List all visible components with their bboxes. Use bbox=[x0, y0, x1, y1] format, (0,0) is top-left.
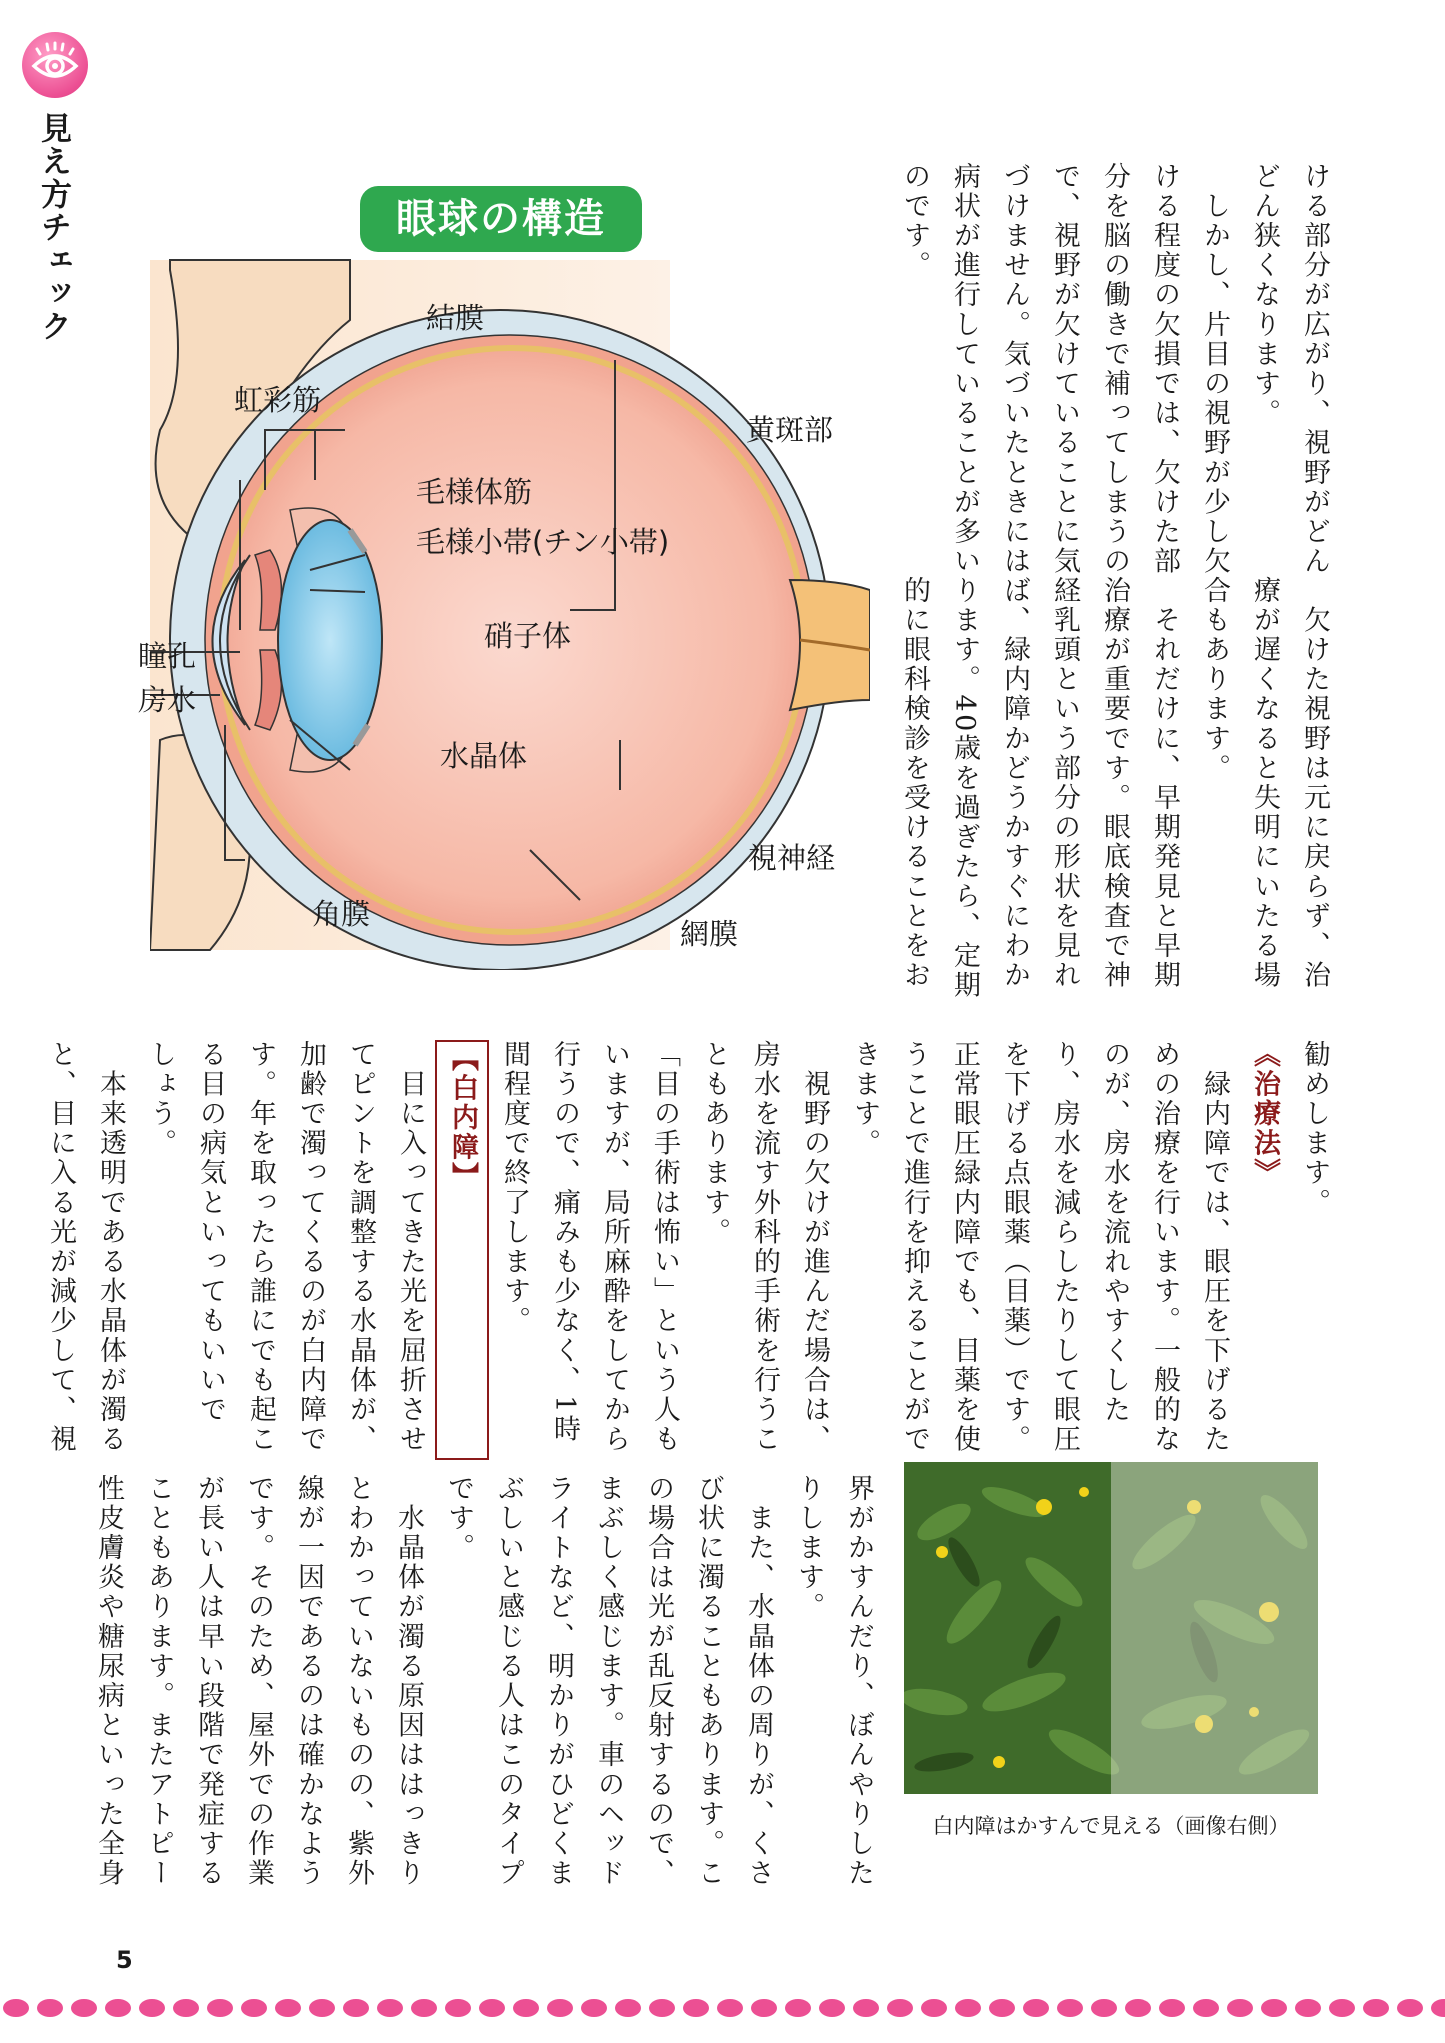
text-line: づけません。気づいたときには bbox=[999, 162, 1030, 577]
text-line: また、水晶体の周りが、くさ bbox=[743, 1474, 774, 1889]
border-dot bbox=[105, 1999, 131, 2017]
border-dot bbox=[1057, 1999, 1083, 2017]
border-dot bbox=[1363, 1999, 1389, 2017]
border-dot bbox=[3, 1999, 29, 2017]
text-column-top-upper bbox=[889, 162, 1339, 592]
text-line: 性皮膚炎や糖尿病といった全身 bbox=[93, 1474, 124, 1889]
text-line: 欠けた視野は元に戻らず、治 bbox=[1299, 576, 1330, 991]
text-column-bottom bbox=[83, 1474, 883, 1894]
border-dot bbox=[513, 1999, 539, 2017]
border-dot bbox=[1261, 1999, 1287, 2017]
text-line: 合もあります。 bbox=[1199, 576, 1230, 784]
border-dot bbox=[649, 1999, 675, 2017]
diagram-title: 眼球の構造 bbox=[360, 186, 642, 252]
border-dot bbox=[1295, 1999, 1321, 2017]
label-cornea: 角膜 bbox=[312, 897, 371, 931]
text-line: です。そのため、屋外での作業 bbox=[243, 1474, 274, 1889]
border-dot bbox=[1023, 1999, 1049, 2017]
border-dot bbox=[615, 1999, 641, 2017]
text-line: しかし、片目の視野が少し欠 bbox=[1199, 162, 1230, 577]
text-line: ライトなど、明かりがひどくま bbox=[543, 1474, 574, 1889]
text-line: きます。 bbox=[849, 1040, 880, 1159]
border-dot bbox=[887, 1999, 913, 2017]
label-pupil: 瞳孔 bbox=[138, 639, 197, 673]
border-dot bbox=[717, 1999, 743, 2017]
text-line: ともあります。 bbox=[699, 1040, 730, 1248]
border-dot bbox=[853, 1999, 879, 2017]
text-line: が長い人は早い段階で発症する bbox=[193, 1474, 224, 1889]
text-line: のです。 bbox=[899, 162, 930, 281]
text-line: 分を脳の働きで補ってしまうの bbox=[1099, 162, 1130, 577]
text-line: 的に眼科検診を受けることをお bbox=[899, 576, 930, 991]
text-line: と、目に入る光が減少して、視 bbox=[45, 1040, 76, 1455]
border-dot bbox=[1329, 1999, 1355, 2017]
text-column-middle bbox=[35, 1040, 1339, 1460]
text-line: 房水を流す外科的手術を行うこ bbox=[749, 1040, 780, 1455]
text-line: てピントを調整する水晶体が、 bbox=[345, 1040, 376, 1455]
text-line: です。 bbox=[443, 1474, 474, 1563]
border-dot bbox=[547, 1999, 573, 2017]
text-line: 線が一因であるのは確かなよう bbox=[293, 1474, 324, 1889]
text-line: る目の病気といってもいいで bbox=[195, 1040, 226, 1425]
text-column-top-lower bbox=[889, 576, 1339, 1001]
border-dot bbox=[1193, 1999, 1219, 2017]
label-macula: 黄斑部 bbox=[746, 413, 834, 447]
text-line: り、房水を減らしたりして眼圧 bbox=[1049, 1040, 1080, 1455]
text-line: 視野の欠けが進んだ場合は、 bbox=[799, 1040, 830, 1455]
border-dot bbox=[139, 1999, 165, 2017]
border-dot bbox=[1125, 1999, 1151, 2017]
text-line: 療が遅くなると失明にいたる場 bbox=[1249, 576, 1280, 991]
text-line: の場合は光が乱反射するので、 bbox=[643, 1474, 674, 1889]
decorative-dot-border bbox=[0, 1988, 1445, 2028]
text-line: ります。40歳を過ぎたら、定期 bbox=[949, 576, 980, 1001]
text-line: ば、緑内障かどうかすぐにわか bbox=[999, 576, 1030, 991]
border-dot bbox=[1159, 1999, 1185, 2017]
border-dot bbox=[445, 1999, 471, 2017]
photo-caption: 白内障はかすんで見える（画像右側） bbox=[932, 1814, 1290, 1838]
text-line: 行うので、痛みも少なく、1時 bbox=[549, 1040, 580, 1445]
text-line: 経乳頭という部分の形状を見れ bbox=[1049, 576, 1080, 991]
text-line: 【白内障】 bbox=[435, 1040, 489, 1460]
border-dot bbox=[683, 1999, 709, 2017]
text-line: めの治療を行います。一般的な bbox=[1149, 1040, 1180, 1455]
label-optic-nerve: 視神経 bbox=[748, 841, 836, 875]
text-line: 勧めします。 bbox=[1299, 1040, 1330, 1218]
label-iris-muscle: 虹彩筋 bbox=[234, 383, 322, 417]
border-dot bbox=[207, 1999, 233, 2017]
border-dot bbox=[989, 1999, 1015, 2017]
text-line: 治療が重要です。眼底検査で神 bbox=[1099, 576, 1130, 991]
text-line: のが、房水を流れやすくした bbox=[1099, 1040, 1130, 1425]
text-line: それだけに、早期発見と早期 bbox=[1149, 576, 1180, 991]
label-lens: 水晶体 bbox=[440, 739, 528, 773]
border-dot bbox=[241, 1999, 267, 2017]
text-line: 目に入ってきた光を屈折させ bbox=[395, 1040, 426, 1455]
text-line: を下げる点眼薬（目薬）です。 bbox=[999, 1040, 1030, 1455]
label-conjunctiva: 結膜 bbox=[426, 301, 485, 335]
border-dot bbox=[1091, 1999, 1117, 2017]
border-dot bbox=[785, 1999, 811, 2017]
border-dot bbox=[1227, 1999, 1253, 2017]
border-dot bbox=[411, 1999, 437, 2017]
text-line: うことで進行を抑えることがで bbox=[899, 1040, 930, 1455]
border-dot bbox=[921, 1999, 947, 2017]
label-aqueous: 房水 bbox=[138, 683, 197, 717]
text-line: す。年を取ったら誰にでも起こ bbox=[245, 1040, 276, 1455]
text-line: とわかっていないものの、紫外 bbox=[343, 1474, 374, 1889]
border-dot bbox=[955, 1999, 981, 2017]
label-retina: 網膜 bbox=[680, 917, 739, 951]
text-line: 病状が進行していることが多い bbox=[949, 162, 980, 577]
label-vitreous: 硝子体 bbox=[484, 619, 572, 653]
text-line: ぶしいと感じる人はこのタイプ bbox=[493, 1474, 524, 1889]
border-dot bbox=[1397, 1999, 1423, 2017]
text-line: 界がかすんだり、ぼんやりした bbox=[843, 1474, 874, 1889]
text-line: 「目の手術は怖い」という人も bbox=[649, 1040, 680, 1455]
text-line: 正常眼圧緑内障でも、目薬を使 bbox=[949, 1040, 980, 1455]
text-line: どん狭くなります。 bbox=[1249, 162, 1280, 429]
border-dot bbox=[309, 1999, 335, 2017]
eye-badge bbox=[22, 32, 88, 98]
text-line: び状に濁ることもあります。こ bbox=[693, 1474, 724, 1889]
text-line: まぶしく感じます。車のヘッド bbox=[593, 1474, 624, 1889]
cataract-comparison-photo bbox=[904, 1462, 1318, 1794]
border-dot bbox=[343, 1999, 369, 2017]
eye-icon bbox=[22, 32, 88, 98]
border-dot bbox=[819, 1999, 845, 2017]
text-line: 水晶体が濁る原因ははっきり bbox=[393, 1474, 424, 1889]
label-ciliary-muscle: 毛様体筋 bbox=[416, 475, 533, 509]
border-dot bbox=[479, 1999, 505, 2017]
text-line: 間程度で終了します。 bbox=[499, 1040, 530, 1336]
page-number: 5 bbox=[116, 1946, 133, 1974]
text-line: 加齢で濁ってくるのが白内障で bbox=[295, 1040, 326, 1455]
text-line: しょう。 bbox=[145, 1040, 176, 1159]
text-line: 《治療法》 bbox=[1249, 1040, 1280, 1188]
text-line: ける部分が広がり、視野がどん bbox=[1299, 162, 1330, 577]
text-line: 本来透明である水晶体が濁る bbox=[95, 1040, 126, 1455]
text-line: こともあります。またアトピー bbox=[143, 1474, 174, 1889]
border-dot bbox=[1431, 1999, 1445, 2017]
border-dot bbox=[275, 1999, 301, 2017]
border-dot bbox=[581, 1999, 607, 2017]
border-dot bbox=[173, 1999, 199, 2017]
border-dot bbox=[71, 1999, 97, 2017]
text-line: 緑内障では、眼圧を下げるた bbox=[1199, 1040, 1230, 1455]
border-dot bbox=[37, 1999, 63, 2017]
text-line: りします。 bbox=[793, 1474, 824, 1622]
text-line: いますが、局所麻酔をしてから bbox=[599, 1040, 630, 1455]
border-dot bbox=[751, 1999, 777, 2017]
section-title: 見え方チェック bbox=[35, 112, 71, 343]
label-zonule: 毛様小帯(チン小帯) bbox=[416, 525, 670, 559]
border-dot bbox=[377, 1999, 403, 2017]
text-line: ける程度の欠損では、欠けた部 bbox=[1149, 162, 1180, 577]
text-line: で、視野が欠けていることに気 bbox=[1049, 162, 1080, 577]
